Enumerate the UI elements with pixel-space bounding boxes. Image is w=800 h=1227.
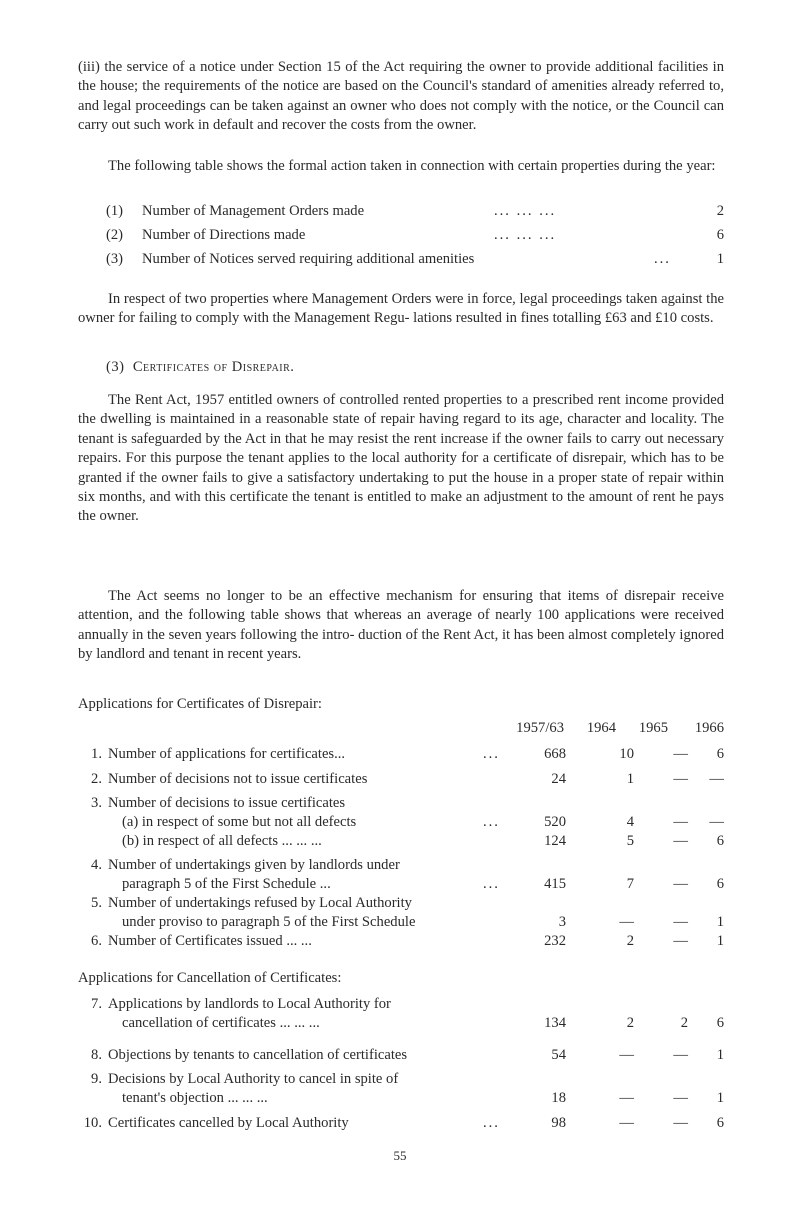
- table-cell: —: [619, 1115, 634, 1131]
- table-cell: 3: [558, 914, 566, 930]
- row-number: 1.: [91, 746, 102, 762]
- section-heading-number: (3): [106, 359, 125, 375]
- page-number: 55: [393, 1148, 407, 1163]
- row-label: under proviso to paragraph 5 of the First Schedule: [122, 914, 416, 930]
- row-label: Decisions by Local Authority to cancel in spite of: [108, 1071, 399, 1087]
- row-label: Number of Certificates issued ... ...: [108, 933, 312, 949]
- table-cell: —: [673, 833, 688, 849]
- table-section-2-title: Applications for Cancellation of Certificates:: [78, 970, 342, 986]
- leader-dots: ...: [483, 1115, 500, 1131]
- column-header: 1966: [694, 720, 724, 736]
- row-label: Number of undertakings given by landlords under: [108, 857, 400, 873]
- row-number: 8.: [91, 1047, 102, 1063]
- row-number: 3.: [91, 795, 102, 811]
- row-number: 6.: [91, 933, 102, 949]
- table-cell: 415: [544, 876, 566, 892]
- table-cell: 134: [544, 1015, 566, 1031]
- table-row: [78, 894, 724, 932]
- table-cell: 668: [544, 746, 566, 762]
- table-cell: 54: [551, 1047, 566, 1063]
- table-section-1-title: Applications for Certificates of Disrepair:: [78, 696, 322, 712]
- effectiveness-paragraph: The Act seems no longer to be an effective mechanism for ensuring that items of disrepair receive attention, and the following table shows that whereas an average of nearly 100 applications were received annually in the seven years following the intro- duction of the Rent Act, it has been almost completely ignored by landlord and tenant in recent years.: [78, 588, 724, 663]
- action-item-3: [106, 250, 724, 269]
- leader-dots: ...: [654, 251, 671, 267]
- row-label: Applications by landlords to Local Authority for: [108, 996, 391, 1012]
- table-row: [78, 1114, 724, 1133]
- row-label: (a) in respect of some but not all defects: [122, 814, 357, 830]
- action-item-1: [106, 202, 724, 221]
- section-heading-title: Certificates of Disrepair.: [132, 359, 295, 375]
- action-item-label: Number of Directions made: [142, 227, 306, 243]
- action-item-value: 1: [716, 251, 724, 267]
- table-intro-paragraph: The following table shows the formal action taken in connection with certain properties during the year:: [108, 158, 716, 174]
- table-cell: 6: [716, 1015, 724, 1031]
- action-item-value: 6: [716, 227, 724, 243]
- table-cell: 232: [544, 933, 566, 949]
- leader-dots: ... ... ...: [494, 203, 557, 219]
- table-cell: —: [673, 876, 688, 892]
- section-heading: [106, 358, 294, 377]
- table-cell: —: [673, 746, 688, 762]
- table-row: [78, 932, 724, 951]
- table-cell: —: [619, 1090, 634, 1106]
- rent-act-paragraph: The Rent Act, 1957 entitled owners of controlled rented properties to a prescribed rent income provided the dwelling is maintained in a reasonable state of repair having regard to its age, character and locality. The tenant is safeguarded by the Act in that he may resist the rent increase if the owner fails to carry out necessary repairs. For this purpose the tenant applies to the local authority for a certificate of disrepair, which has to be granted if the owner fails to give a satisfactory undertaking to put the house in a proper state of repair within six months, and with this certificate the tenant is entitled to make an adjustment to the amount of rent he pays the owner.: [78, 392, 724, 525]
- table-cell: —: [673, 814, 688, 830]
- column-header: 1957/63: [516, 720, 564, 736]
- action-item-number: (3): [106, 251, 124, 267]
- action-item-number: (2): [106, 227, 124, 243]
- leader-dots: ...: [483, 746, 500, 762]
- table-row: [78, 794, 724, 813]
- table-cell: —: [619, 1047, 634, 1063]
- table-cell: —: [673, 771, 688, 787]
- table-row: [78, 832, 724, 851]
- row-label: paragraph 5 of the First Schedule ...: [122, 876, 331, 892]
- leader-dots: ...: [483, 876, 500, 892]
- row-label: (b) in respect of all defects ... ... ...: [122, 833, 322, 849]
- table-row: [78, 745, 724, 764]
- leader-dots: ... ... ...: [494, 227, 557, 243]
- table-cell: —: [673, 1115, 688, 1131]
- table-cell: 520: [544, 814, 566, 830]
- table-row: [78, 770, 724, 789]
- action-item-2: [106, 226, 724, 245]
- row-number: 7.: [91, 996, 102, 1012]
- table-cell: 18: [551, 1090, 566, 1106]
- table-cell: —: [709, 814, 724, 830]
- table-cell: 1: [716, 1090, 724, 1106]
- table-cell: —: [673, 1090, 688, 1106]
- table-cell: 6: [716, 746, 724, 762]
- row-label: Number of undertakings refused by Local Authority: [108, 895, 412, 911]
- table-cell: 1: [716, 933, 724, 949]
- table-cell: 7: [626, 876, 634, 892]
- table-cell: 5: [626, 833, 634, 849]
- table-cell: 24: [551, 771, 566, 787]
- table-cell: 6: [716, 833, 724, 849]
- row-number: 5.: [91, 895, 102, 911]
- row-label: Number of applications for certificates...: [108, 746, 346, 762]
- table-cell: 1: [626, 771, 634, 787]
- table-cell: 2: [680, 1015, 688, 1031]
- row-label: Number of decisions not to issue certificates: [108, 771, 368, 787]
- column-header: 1965: [638, 720, 668, 736]
- table-cell: 10: [619, 746, 634, 762]
- table-cell: —: [673, 1047, 688, 1063]
- table-row: [78, 995, 724, 1033]
- table-cell: 124: [544, 833, 566, 849]
- row-label: Number of decisions to issue certificates: [108, 795, 346, 811]
- table-cell: —: [673, 914, 688, 930]
- table-cell: 98: [551, 1115, 566, 1131]
- table-row: [78, 1046, 724, 1065]
- column-header: 1964: [586, 720, 616, 736]
- table-cell: 4: [626, 814, 634, 830]
- action-item-number: (1): [106, 203, 124, 219]
- row-label: Objections by tenants to cancellation of certificates: [108, 1047, 408, 1063]
- row-number: 10.: [83, 1115, 102, 1131]
- table-cell: —: [709, 771, 724, 787]
- table-cell: 2: [626, 1015, 634, 1031]
- row-number: 2.: [91, 771, 102, 787]
- table-cell: 1: [716, 1047, 724, 1063]
- table-cell: 2: [626, 933, 634, 949]
- table-cell: 6: [716, 876, 724, 892]
- row-label: tenant's objection ... ... ...: [122, 1090, 268, 1106]
- table-row: [78, 1070, 724, 1108]
- row-label: cancellation of certificates ... ... ...: [122, 1015, 320, 1031]
- action-item-label: Number of Management Orders made: [142, 203, 365, 219]
- row-label: Certificates cancelled by Local Authority: [108, 1115, 349, 1131]
- row-number: 9.: [91, 1071, 102, 1087]
- leader-dots: ...: [483, 814, 500, 830]
- action-item-label: Number of Notices served requiring additional amenities: [142, 251, 475, 267]
- table-row: [78, 813, 724, 832]
- table-cell: —: [673, 933, 688, 949]
- action-item-value: 2: [716, 203, 724, 219]
- row-number: 4.: [91, 857, 102, 873]
- table-cell: 6: [716, 1115, 724, 1131]
- table-cell: —: [619, 914, 634, 930]
- intro-item-paragraph: (iii) the service of a notice under Section 15 of the Act requiring the owner to provide additional facilities in the house; the requirements of the notice are based on the Council's standard of amenities already referred to, and legal proceedings can be taken against an owner who does not comply with the notice, or the Council can carry out such work in default and recover the costs from the owner.: [78, 59, 724, 134]
- table-row: [78, 856, 724, 894]
- management-paragraph: In respect of two properties where Management Orders were in force, legal proceedings taken against the owner for failing to comply with the Management Regu- lations resulted in fines totalling £63 and £10 costs.: [78, 291, 724, 327]
- table-cell: 1: [716, 914, 724, 930]
